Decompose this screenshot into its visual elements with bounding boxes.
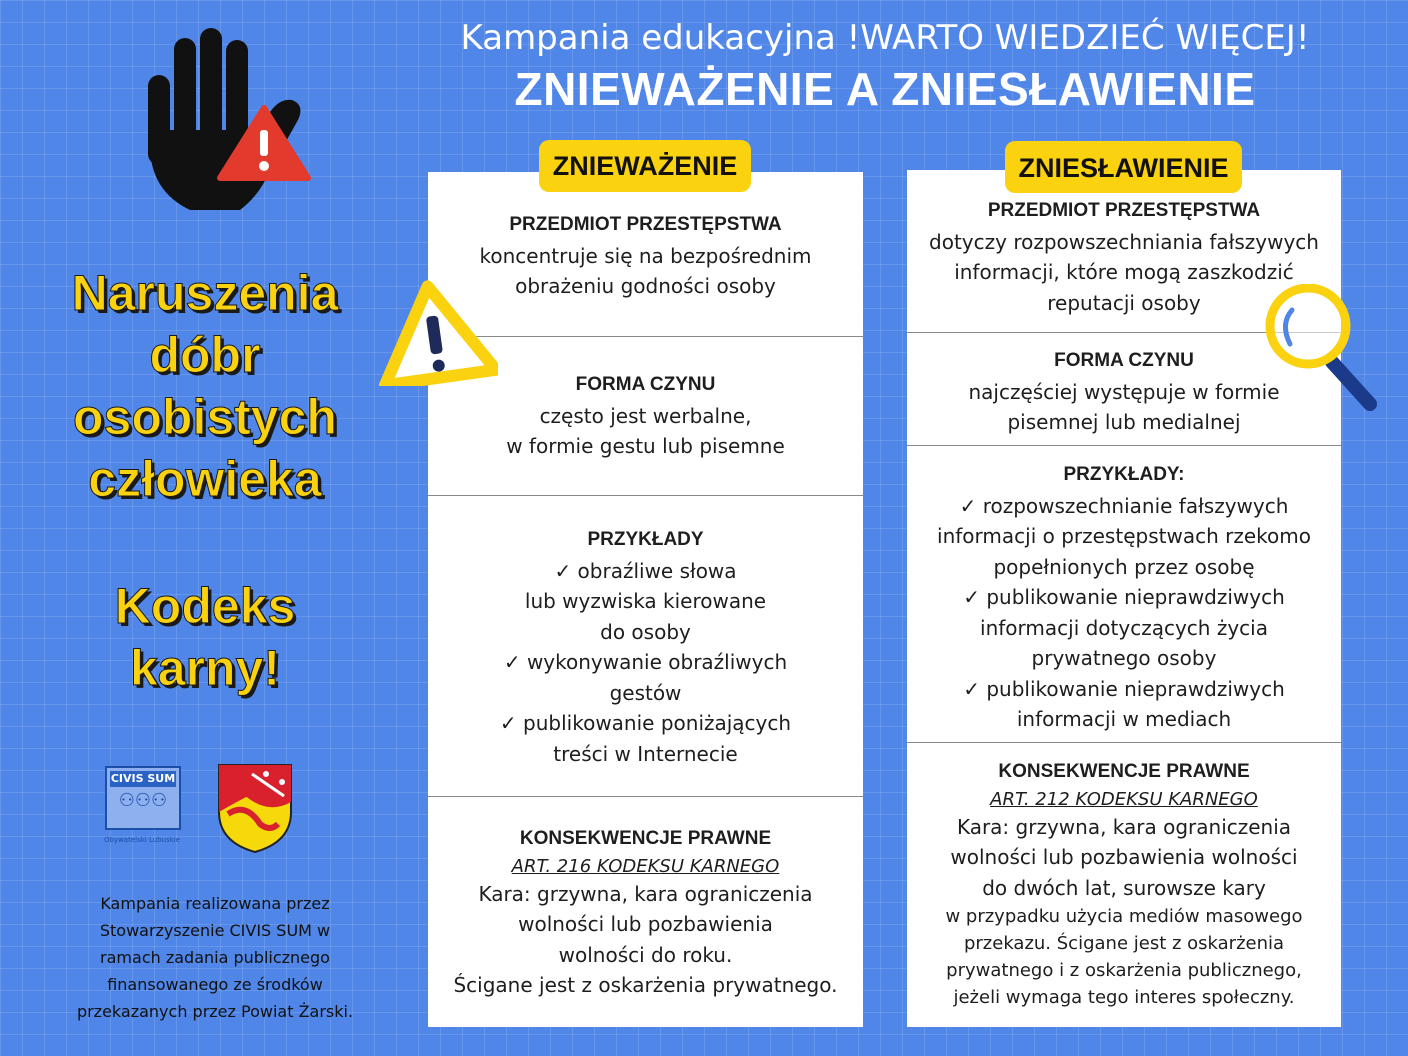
- footer-line: Kampania realizowana przez: [100, 894, 330, 913]
- example-line: prywatnego osoby: [1031, 646, 1217, 670]
- section-heading: KONSEKWENCJE PRAWNE: [998, 761, 1250, 782]
- footer-line: finansowanego ze środków: [107, 975, 323, 994]
- consequence-line: prywatnego i z oskarżenia publicznego,: [946, 960, 1302, 981]
- example-line: ✓ wykonywanie obraźliwych: [503, 650, 788, 674]
- divider: [428, 495, 863, 496]
- campaign-subtitle: Kampania edukacyjna !WARTO WIEDZIEĆ WIĘCEJ!: [460, 18, 1310, 58]
- example-line: ✓ rozpowszechnianie fałszywych: [959, 493, 1289, 518]
- section-line: często jest werbalne,: [539, 403, 752, 428]
- section-consequences: [428, 824, 863, 1001]
- divider: [907, 445, 1341, 446]
- consequence-line: jeżeli wymaga tego interes społeczny.: [953, 987, 1295, 1008]
- people-icon: ⚇⚇⚇: [118, 790, 168, 811]
- consequence-line: Kara: grzywna, kara ograniczenia: [478, 881, 813, 906]
- section-line: w formie gestu lub pisemne: [506, 434, 785, 458]
- section-heading: KONSEKWENCJE PRAWNE: [519, 828, 772, 849]
- section-heading: PRZYKŁADY:: [1063, 464, 1185, 485]
- campaign-footer: [60, 890, 370, 1025]
- example-line: lub wyzwiska kierowane: [524, 589, 767, 613]
- section-line: pisemnej lub medialnej: [1007, 410, 1241, 434]
- section-heading: PRZEDMIOT PRZESTĘPSTWA: [509, 214, 782, 235]
- section-examples: [907, 460, 1341, 735]
- consequence-line: wolności do roku.: [558, 942, 733, 967]
- consequence-line: wolności lub pozbawienia: [518, 912, 773, 936]
- logo-tagline: Obywatelski Lubuskie: [103, 836, 181, 844]
- footer-line: ramach zadania publicznego: [100, 948, 330, 967]
- example-line: treści w Internecie: [553, 741, 738, 766]
- consequence-line: wolności lub pozbawienia wolności: [950, 845, 1298, 869]
- example-line: popełnionych przez osobę: [993, 554, 1255, 579]
- section-line: reputacji osoby: [1047, 290, 1201, 315]
- logo-text: CIVIS SUM: [110, 772, 176, 785]
- headline-line: dóbr: [149, 327, 261, 383]
- example-line: ✓ publikowanie poniżających: [499, 711, 792, 735]
- example-line: ✓ obraźliwe słowa: [554, 558, 737, 583]
- code-line: Kodeks: [114, 578, 296, 634]
- headline-line: osobistych: [73, 389, 337, 445]
- consequence-line: Ścigane jest z oskarżenia prywatnego.: [453, 973, 838, 997]
- section-heading: FORMA CZYNU: [575, 374, 716, 395]
- section-heading: PRZYKŁADY: [587, 529, 704, 550]
- example-line: informacji o przestępstwach rzekomo: [937, 524, 1311, 548]
- civis-sum-logo: [105, 766, 181, 830]
- section-line: dotyczy rozpowszechniania fałszywych: [929, 229, 1319, 254]
- divider: [907, 742, 1341, 743]
- example-line: ✓ publikowanie nieprawdziwych: [963, 585, 1285, 609]
- example-line: do osoby: [600, 619, 691, 644]
- criminal-code: [40, 575, 370, 699]
- magnifier-icon: [1262, 284, 1380, 414]
- headline-line: człowieka: [88, 451, 322, 507]
- section-line: koncentruje się na bezpośrednim: [479, 243, 812, 268]
- article-reference: ART. 216 KODEKSU KARNEGO: [511, 855, 780, 877]
- section-heading: PRZEDMIOT PRZESTĘPSTWA: [987, 200, 1261, 221]
- section-line: obrażeniu godności osoby: [515, 274, 776, 298]
- consequence-line: w przypadku użycia mediów masowego: [945, 906, 1303, 927]
- article-reference: ART. 212 KODEKSU KARNEGO: [990, 788, 1258, 810]
- consequence-line: Kara: grzywna, kara ograniczenia: [956, 814, 1292, 839]
- footer-line: przekazanych przez Powiat Żarski.: [76, 1002, 354, 1021]
- label-zniewazenie-defamation: ZNIESŁAWIENIE: [1005, 141, 1242, 193]
- headline-line: Naruszenia: [71, 265, 339, 321]
- code-line: karny!: [129, 640, 281, 696]
- consequence-line: do dwóch lat, surowsze kary: [982, 875, 1266, 900]
- consequence-line: przekazu. Ścigane jest z oskarżenia: [963, 933, 1285, 954]
- label-zniewazenie: ZNIEWAŻENIE: [539, 140, 751, 192]
- footer-line: Stowarzyszenie CIVIS SUM w: [99, 921, 331, 940]
- page-title: ZNIEWAŻENIE A ZNIESŁAWIENIE: [514, 63, 1256, 115]
- warning-red-icon: [216, 104, 312, 182]
- divider: [428, 796, 863, 797]
- section-examples: [428, 525, 863, 769]
- example-line: gestów: [609, 680, 682, 705]
- example-line: informacji w mediach: [1016, 707, 1232, 731]
- warning-yellow-icon: [370, 278, 498, 386]
- section-line: najczęściej występuje w formie: [968, 379, 1280, 404]
- section-line: informacji, które mogą zaszkodzić: [954, 260, 1294, 284]
- section-consequences: [907, 757, 1341, 1011]
- example-line: informacji dotyczących życia: [980, 615, 1268, 640]
- section-heading: FORMA CZYNU: [1054, 350, 1194, 371]
- example-line: ✓ publikowanie nieprawdziwych: [963, 676, 1285, 701]
- headline: [40, 262, 370, 510]
- coat-of-arms-icon: [216, 762, 294, 854]
